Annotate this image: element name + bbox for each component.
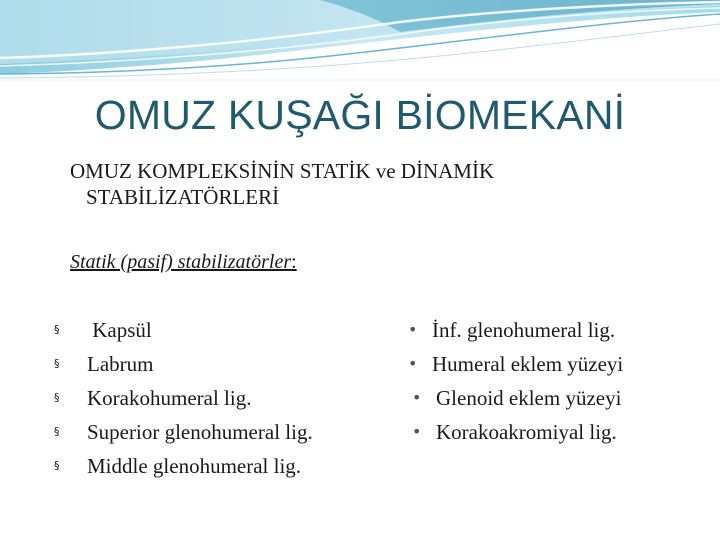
dot-bullet-icon: •: [408, 320, 418, 339]
list-item: [54, 313, 313, 347]
list-item-text: Korakohumeral lig.: [87, 386, 252, 410]
square-bullet-icon: §: [54, 459, 60, 472]
list-item-text: Glenoid eklem yüzeyi: [436, 386, 622, 410]
list-item-text: Middle glenohumeral lig.: [87, 454, 302, 478]
subtitle-line-1: OMUZ KOMPLEKSİNİN STATİK ve DİNAMİK: [70, 159, 495, 183]
section-heading: [70, 251, 297, 274]
dot-bullet-icon: •: [408, 354, 418, 373]
left-bullet-list: [54, 313, 313, 483]
dot-bullet-icon: •: [412, 388, 422, 407]
square-bullet-icon: §: [54, 391, 60, 404]
header-wave-banner: [0, 0, 720, 90]
list-item-text: Superior glenohumeral lig.: [87, 420, 313, 444]
square-bullet-icon: §: [54, 323, 60, 336]
list-item: [54, 347, 313, 381]
list-item: [408, 381, 623, 415]
list-item: [408, 347, 623, 381]
dot-bullet-icon: •: [412, 422, 422, 441]
section-heading-colon: :: [291, 251, 297, 273]
slide-title: OMUZ KUŞAĞI BİOMEKANİ: [94, 92, 626, 138]
list-item: [54, 415, 313, 449]
right-bullet-list: [408, 313, 623, 449]
list-item-text: Kapsül: [87, 318, 152, 342]
list-item-text: Humeral eklem yüzeyi: [432, 352, 624, 376]
square-bullet-icon: §: [54, 357, 60, 370]
list-item: [408, 415, 623, 449]
square-bullet-icon: §: [54, 425, 60, 438]
slide-subtitle: [70, 158, 630, 210]
list-item-text: İnf. glenohumeral lig.: [432, 318, 616, 342]
list-item: [54, 381, 313, 415]
list-item: [408, 313, 623, 347]
section-heading-text: Statik (pasif) stabilizatörler: [70, 251, 292, 273]
list-item: [54, 449, 313, 483]
list-item-text: Labrum: [87, 352, 154, 376]
list-item-text: Korakoakromiyal lig.: [436, 420, 617, 444]
subtitle-line-2: STABİLİZATÖRLERİ: [86, 185, 280, 209]
